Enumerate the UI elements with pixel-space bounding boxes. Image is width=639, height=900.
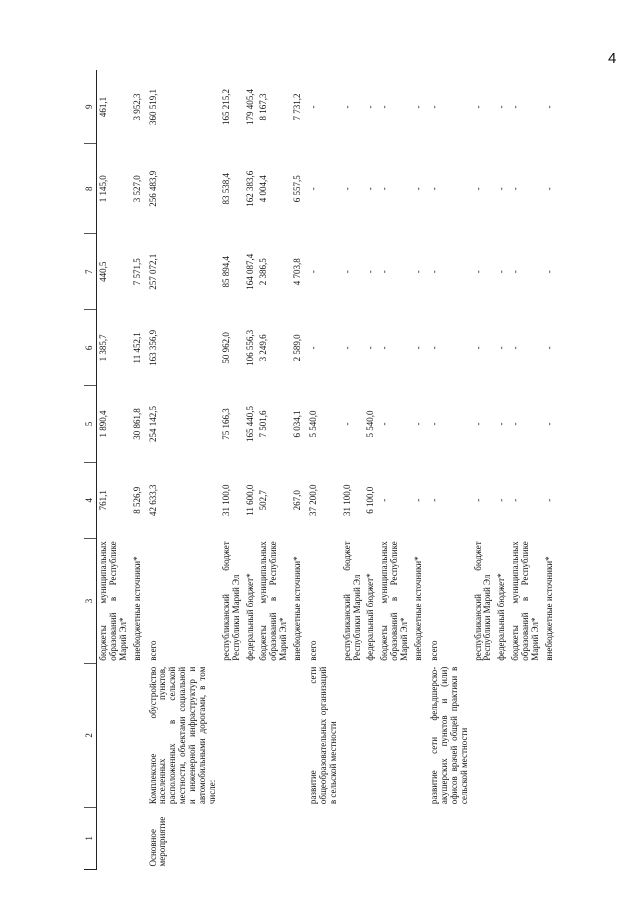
row-value-cell: 7 571,5 bbox=[131, 258, 142, 286]
row-funding-source-cell: внебюджетные источники* bbox=[131, 556, 142, 661]
row-value-cell: - bbox=[413, 422, 424, 426]
row-category-cell: Основное мероприятие bbox=[147, 816, 168, 867]
row-category-cell bbox=[244, 807, 258, 869]
row-value-cell: - bbox=[510, 105, 521, 109]
row-activity-cell bbox=[97, 664, 131, 807]
row-value-cell: - bbox=[365, 105, 376, 109]
row-value-cell: 6 100,0 bbox=[365, 486, 376, 514]
row-value-cell: - bbox=[510, 270, 521, 274]
row-value-cell: 6 557,5 bbox=[292, 175, 303, 203]
row-value-cell: - bbox=[379, 105, 390, 109]
row-value-cell: - bbox=[428, 498, 439, 502]
rotated-table-container bbox=[84, 70, 554, 870]
row-value-cell: 7 731,2 bbox=[292, 93, 303, 121]
column-number-row bbox=[84, 70, 97, 870]
table-row bbox=[244, 70, 258, 870]
col-header-1: 1 bbox=[84, 807, 97, 869]
row-value-cell: 440,5 bbox=[98, 261, 108, 282]
col-header-8: 8 bbox=[84, 144, 97, 234]
table-row bbox=[364, 70, 378, 870]
row-activity-cell bbox=[495, 664, 509, 807]
row-value-cell: - bbox=[341, 187, 352, 191]
row-value-cell: - bbox=[510, 498, 521, 502]
row-value-cell: - bbox=[472, 498, 483, 502]
row-funding-source-cell: республиканский бюджет Республики Марий Эл bbox=[341, 541, 362, 661]
row-value-cell: 31 100,0 bbox=[220, 484, 231, 516]
row-category-cell bbox=[220, 807, 244, 869]
row-funding-source-cell: внебюджетные источники* bbox=[413, 556, 424, 661]
row-value-cell: - bbox=[428, 105, 439, 109]
row-value-cell: - bbox=[413, 105, 424, 109]
row-value-cell: 3 952,3 bbox=[131, 93, 142, 121]
row-value-cell: 163 356,9 bbox=[147, 329, 158, 366]
row-category-cell bbox=[305, 807, 341, 869]
row-activity-cell: развитие сети фельдшерско-акушерских пунктов и (или) офисов врачей общей практики в сельской местности bbox=[428, 666, 469, 805]
row-value-cell: 5 540,0 bbox=[308, 410, 319, 438]
row-value-cell: - bbox=[543, 105, 554, 109]
col-header-4: 4 bbox=[84, 462, 97, 538]
row-value-cell: - bbox=[308, 105, 319, 109]
table-row bbox=[97, 70, 131, 870]
row-activity-cell bbox=[378, 664, 412, 807]
row-funding-source-cell: бюджеты муниципальных образований в Республике Марий Эл* bbox=[98, 541, 128, 661]
row-value-cell: 30 861,8 bbox=[131, 408, 142, 440]
row-category-cell bbox=[291, 807, 305, 869]
row-activity-cell bbox=[341, 664, 365, 807]
row-category-cell bbox=[131, 807, 145, 869]
row-value-cell: - bbox=[308, 270, 319, 274]
row-funding-source-cell: бюджеты муниципальных образований в Республике Марий Эл* bbox=[510, 541, 540, 661]
table-row bbox=[220, 70, 244, 870]
row-activity-cell bbox=[131, 664, 145, 807]
row-activity-cell bbox=[244, 664, 258, 807]
table-body bbox=[97, 70, 557, 870]
row-value-cell: 8 526,9 bbox=[131, 486, 142, 514]
row-value-cell: 42 633,3 bbox=[147, 484, 158, 516]
row-category-cell bbox=[472, 807, 496, 869]
row-value-cell: - bbox=[365, 187, 376, 191]
row-funding-source-cell: внебюджетные источники* bbox=[292, 556, 303, 661]
row-value-cell: 106 556,3 bbox=[244, 329, 255, 366]
row-value-cell: - bbox=[472, 105, 483, 109]
table-row bbox=[131, 70, 145, 870]
row-value-cell: - bbox=[341, 105, 352, 109]
row-value-cell: 179 405,4 bbox=[244, 89, 255, 125]
row-value-cell: 165 440,5 bbox=[244, 406, 255, 443]
row-funding-source-cell: федеральный бюджет* bbox=[496, 573, 507, 661]
row-value-cell: - bbox=[379, 270, 390, 274]
table-row bbox=[412, 70, 426, 870]
table-row bbox=[495, 70, 509, 870]
row-value-cell: - bbox=[496, 270, 507, 274]
row-value-cell: - bbox=[379, 498, 390, 502]
row-category-cell bbox=[341, 807, 365, 869]
row-value-cell: - bbox=[496, 346, 507, 350]
row-value-cell: 164 087,4 bbox=[244, 253, 255, 290]
row-value-cell: - bbox=[379, 346, 390, 350]
row-activity-cell bbox=[364, 664, 378, 807]
row-value-cell: - bbox=[341, 270, 352, 274]
row-value-cell: 6 034,1 bbox=[292, 410, 303, 438]
row-funding-source-cell: федеральный бюджет* bbox=[365, 573, 376, 661]
row-value-cell: 256 483,9 bbox=[147, 170, 158, 207]
col-header-5: 5 bbox=[84, 386, 97, 462]
row-funding-source-cell: республиканский бюджет Республики Марий Эл bbox=[472, 541, 493, 661]
row-funding-source-cell: внебюджетные источники* bbox=[543, 556, 554, 661]
row-value-cell: 8 167,3 bbox=[258, 93, 269, 121]
row-value-cell: 85 894,4 bbox=[220, 255, 231, 288]
row-value-cell: - bbox=[496, 187, 507, 191]
row-value-cell: - bbox=[379, 422, 390, 426]
row-value-cell: - bbox=[510, 422, 521, 426]
row-activity-cell bbox=[257, 664, 291, 807]
row-value-cell: 1 890,4 bbox=[98, 410, 108, 438]
row-value-cell: - bbox=[365, 346, 376, 350]
row-value-cell: - bbox=[341, 346, 352, 350]
page-number: 4 bbox=[608, 50, 617, 67]
table-row bbox=[305, 70, 341, 870]
row-funding-source-cell: бюджеты муниципальных образований в Республике Марий Эл* bbox=[379, 541, 410, 661]
col-header-3: 3 bbox=[84, 538, 97, 663]
row-value-cell: - bbox=[543, 187, 554, 191]
row-value-cell: 1 385,7 bbox=[98, 334, 108, 362]
row-funding-source-cell: всего bbox=[428, 640, 439, 661]
row-value-cell: 83 538,4 bbox=[220, 173, 231, 205]
table-row bbox=[426, 70, 472, 870]
row-activity-cell bbox=[412, 664, 426, 807]
row-funding-source-cell: всего bbox=[308, 640, 319, 661]
budget-table bbox=[84, 70, 557, 870]
row-funding-source-cell: федеральный бюджет* bbox=[244, 573, 255, 661]
row-value-cell: - bbox=[428, 187, 439, 191]
row-funding-source-cell: всего bbox=[147, 640, 158, 661]
row-category-cell bbox=[364, 807, 378, 869]
row-value-cell: - bbox=[341, 422, 352, 426]
row-value-cell: 11 452,1 bbox=[131, 332, 142, 364]
row-value-cell: - bbox=[413, 346, 424, 350]
row-activity-cell bbox=[472, 664, 496, 807]
table-row bbox=[472, 70, 496, 870]
row-value-cell: - bbox=[510, 346, 521, 350]
row-value-cell: - bbox=[413, 270, 424, 274]
row-value-cell: 1 145,0 bbox=[98, 175, 108, 203]
row-value-cell: 165 215,2 bbox=[220, 89, 231, 125]
table-row bbox=[341, 70, 365, 870]
row-value-cell: - bbox=[543, 422, 554, 426]
row-value-cell: - bbox=[543, 498, 554, 502]
row-value-cell: - bbox=[428, 270, 439, 274]
row-category-cell bbox=[543, 807, 557, 869]
row-value-cell: - bbox=[413, 187, 424, 191]
row-category-cell bbox=[257, 807, 291, 869]
table-row bbox=[145, 70, 220, 870]
row-value-cell: - bbox=[496, 105, 507, 109]
row-activity-cell: развитие сети общеобразовательных организаций в сельской местности bbox=[308, 666, 338, 805]
row-value-cell: - bbox=[365, 270, 376, 274]
row-category-cell bbox=[412, 807, 426, 869]
row-value-cell: - bbox=[472, 422, 483, 426]
table-row bbox=[257, 70, 291, 870]
row-value-cell: - bbox=[428, 346, 439, 350]
row-activity-cell bbox=[509, 664, 543, 807]
row-category-cell bbox=[97, 807, 131, 869]
row-value-cell: 3 527,0 bbox=[131, 175, 142, 203]
row-value-cell: - bbox=[543, 346, 554, 350]
row-value-cell: 11 600,0 bbox=[244, 484, 255, 516]
row-category-cell bbox=[495, 807, 509, 869]
row-value-cell: 2 386,5 bbox=[258, 258, 269, 286]
row-value-cell: 31 100,0 bbox=[341, 484, 352, 516]
row-activity-cell: Комплексное обустройство населенных пунктов, расположенных в сельской местности, объектами социальной и инженерной инфраструктур и автомобильными дорогами, в том числе: bbox=[147, 666, 217, 805]
row-category-cell bbox=[509, 807, 543, 869]
table-row bbox=[509, 70, 543, 870]
row-value-cell: - bbox=[472, 270, 483, 274]
row-value-cell: 3 249,6 bbox=[258, 334, 269, 362]
row-value-cell: - bbox=[472, 346, 483, 350]
row-value-cell: 254 142,5 bbox=[147, 406, 158, 443]
table-row bbox=[291, 70, 305, 870]
col-header-2: 2 bbox=[84, 664, 97, 807]
table-row bbox=[378, 70, 412, 870]
row-activity-cell bbox=[220, 664, 244, 807]
row-value-cell: - bbox=[496, 422, 507, 426]
col-header-6: 6 bbox=[84, 310, 97, 386]
row-value-cell: 267,0 bbox=[292, 490, 303, 511]
table-row bbox=[543, 70, 557, 870]
row-value-cell: 502,7 bbox=[258, 490, 269, 511]
row-category-cell bbox=[426, 807, 472, 869]
row-value-cell: - bbox=[543, 270, 554, 274]
row-value-cell: 75 166,3 bbox=[220, 408, 231, 440]
row-value-cell: 360 519,1 bbox=[147, 89, 158, 125]
row-value-cell: 162 383,6 bbox=[244, 170, 255, 207]
row-funding-source-cell: республиканский бюджет Республики Марий Эл bbox=[220, 541, 241, 661]
row-value-cell: - bbox=[379, 187, 390, 191]
row-value-cell: - bbox=[308, 346, 319, 350]
row-value-cell: - bbox=[496, 498, 507, 502]
row-value-cell: 761,1 bbox=[98, 490, 108, 511]
row-value-cell: 7 501,6 bbox=[258, 410, 269, 438]
row-value-cell: - bbox=[413, 498, 424, 502]
row-category-cell bbox=[378, 807, 412, 869]
row-value-cell: - bbox=[510, 187, 521, 191]
row-value-cell: - bbox=[308, 187, 319, 191]
row-value-cell: 50 962,0 bbox=[220, 332, 231, 364]
row-value-cell: 4 703,8 bbox=[292, 258, 303, 286]
row-activity-cell bbox=[291, 664, 305, 807]
row-value-cell: 461,1 bbox=[98, 96, 108, 118]
row-value-cell: 4 004,4 bbox=[258, 175, 269, 203]
row-value-cell: 37 200,0 bbox=[308, 484, 319, 516]
row-value-cell: 5 540,0 bbox=[365, 410, 376, 438]
row-activity-cell bbox=[543, 664, 557, 807]
col-header-9: 9 bbox=[84, 70, 97, 144]
row-value-cell: - bbox=[428, 422, 439, 426]
row-funding-source-cell: бюджеты муниципальных образований в Республике Марий Эл* bbox=[258, 541, 289, 661]
row-value-cell: 257 072,1 bbox=[147, 253, 158, 290]
row-value-cell: 2 589,0 bbox=[292, 334, 303, 362]
col-header-7: 7 bbox=[84, 234, 97, 310]
row-value-cell: - bbox=[472, 187, 483, 191]
